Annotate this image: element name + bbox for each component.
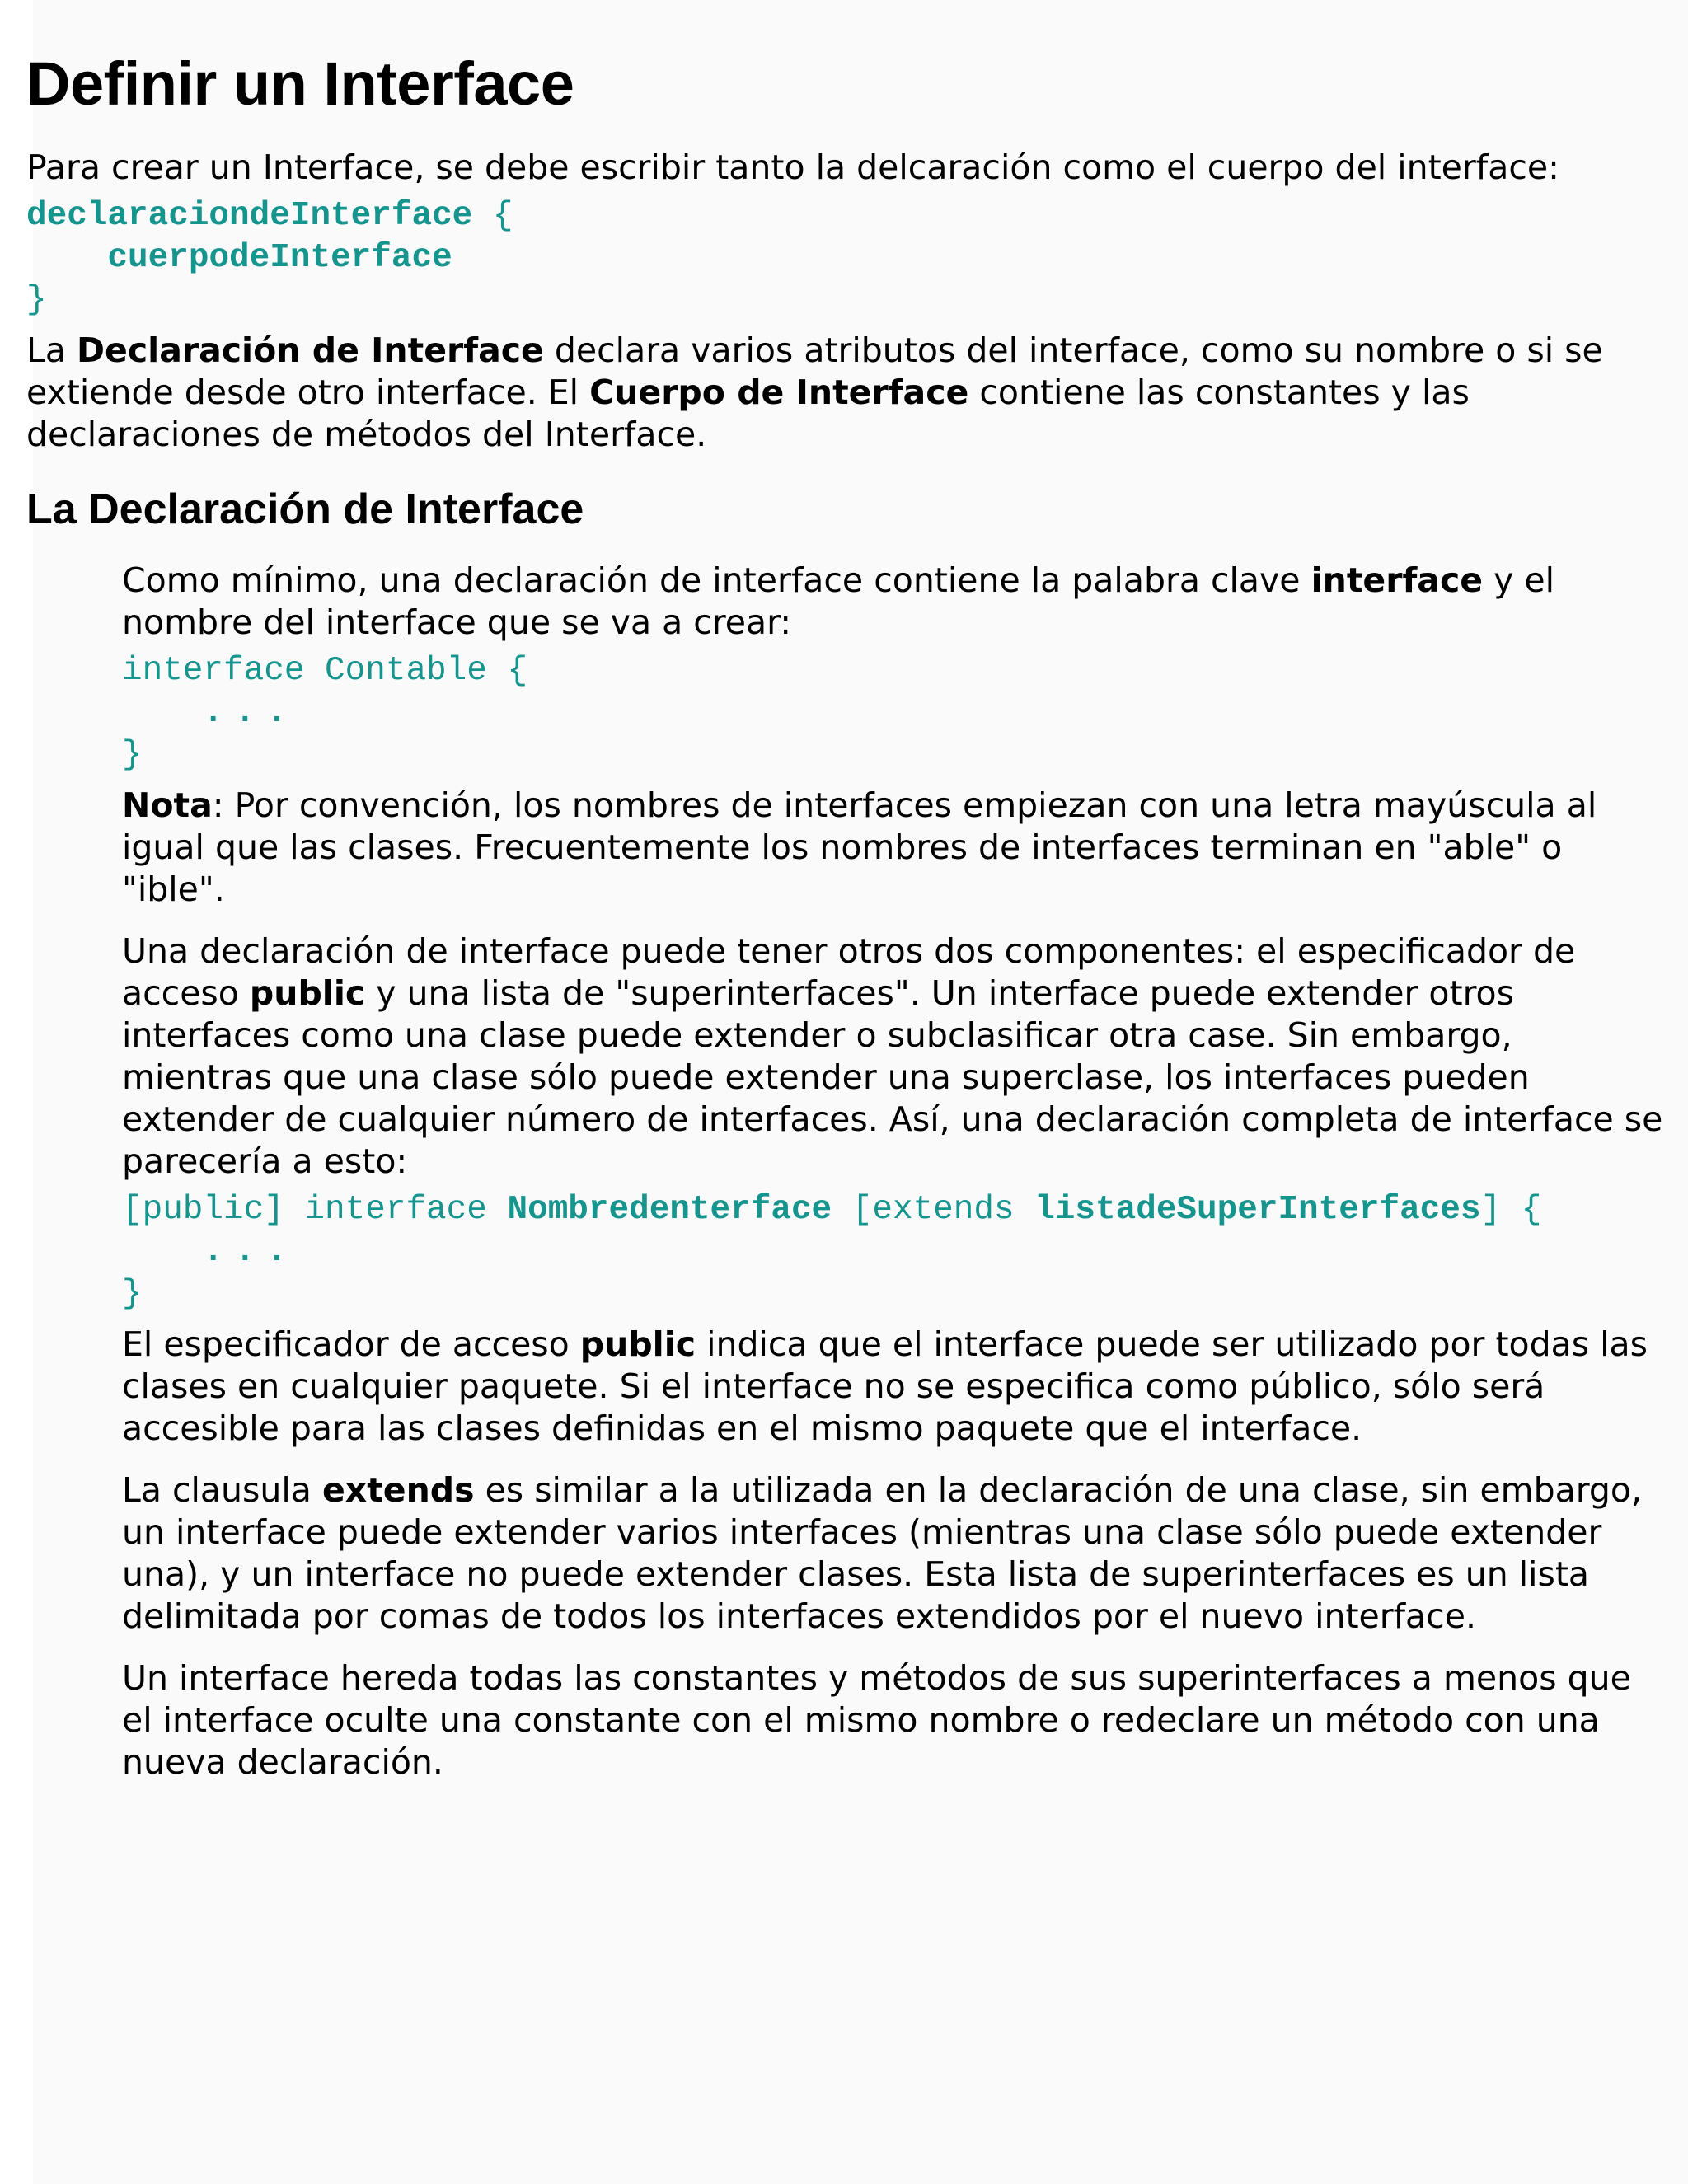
code-text: } xyxy=(26,281,47,319)
code-indent xyxy=(26,239,107,277)
code-block-interface-skeleton xyxy=(26,195,1663,321)
code-line: } xyxy=(122,1275,143,1313)
declaration-body-paragraph xyxy=(26,330,1663,456)
code-keyword: listadeSuperInterfaces xyxy=(1034,1191,1481,1229)
code-ellipsis: ... xyxy=(203,1233,299,1271)
bold-term: public xyxy=(249,973,366,1013)
text-run: El especificador de acceso xyxy=(122,1324,580,1364)
code-line xyxy=(26,279,1663,321)
code-block-contable xyxy=(122,650,1663,776)
code-line: interface Contable { xyxy=(122,652,528,690)
code-indent xyxy=(122,694,203,732)
intro-paragraph: Para crear un Interface, se debe escribir tanto la delcaración como el cuerpo del interface: xyxy=(26,148,1559,187)
code-line xyxy=(26,237,1663,279)
text-run: Como mínimo, una declaración de interface contiene la palabra clave xyxy=(122,560,1311,600)
bold-term: Cuerpo de Interface xyxy=(589,373,969,412)
public-specifier-paragraph xyxy=(122,1324,1663,1450)
bold-term: extends xyxy=(321,1470,475,1510)
components-paragraph xyxy=(122,930,1663,1183)
text-run: La xyxy=(26,330,77,370)
text-run: La clausula xyxy=(122,1470,322,1510)
bold-term: public xyxy=(579,1324,696,1364)
code-text: ] { xyxy=(1480,1191,1542,1229)
page-title: Definir un Interface xyxy=(26,49,574,118)
code-indent xyxy=(122,1233,203,1271)
minimum-declaration-paragraph xyxy=(122,560,1663,644)
text-run: y el nombre del interface que se va a crear: xyxy=(122,560,1555,642)
code-line xyxy=(26,195,1663,237)
text-run: contiene las constantes y las declaraciones de métodos del Interface. xyxy=(26,373,1470,454)
extends-clause-paragraph xyxy=(122,1469,1663,1638)
nota-paragraph xyxy=(122,785,1663,911)
code-keyword: cuerpodeInterface xyxy=(107,239,452,277)
code-line xyxy=(122,1189,1663,1231)
code-text: [extends xyxy=(832,1191,1035,1229)
code-keyword: declaraciondeInterface xyxy=(26,197,473,235)
code-keyword: Nombredenterface xyxy=(507,1191,832,1229)
code-block-full-declaration xyxy=(122,1189,1663,1315)
code-text: [public] interface xyxy=(122,1191,508,1229)
text-run: y una lista de "superinterfaces". Un interface puede extender otros interfaces como una clase puede extender o subclasificar otra case. Sin embargo, mientras que una clase sólo puede extender una superclase, los interfaces pueden extender de cualquier número de interfaces. Así, una declaración completa de interface se parecería a esto: xyxy=(122,973,1663,1181)
code-line xyxy=(122,692,1663,734)
text-run: Una declaración de interface puede tener otros dos componentes: el especificador de acceso xyxy=(122,931,1576,1013)
inheritance-paragraph: Un interface hereda todas las constantes y métodos de sus superinterfaces a menos que el interface oculte una constante con el mismo nombre o redeclare un método con una nueva declaración. xyxy=(122,1658,1631,1782)
text-run: declara varios atributos del interface, como su nombre o si se extiende desde otro interface. El xyxy=(26,330,1603,412)
bold-term: interface xyxy=(1311,560,1484,600)
code-ellipsis: ... xyxy=(203,694,299,732)
section-heading: La Declaración de Interface xyxy=(26,485,584,533)
section-content xyxy=(26,560,1663,1783)
text-run: es similar a la utilizada en la declaración de una clase, sin embargo, un interface puede extender varios interfaces (mientras una clase sólo puede extender una), y un interface no puede extender clases. Esta lista de superinterfaces es un lista delimitada por comas de todos los interfaces extendidos por el nuevo interface. xyxy=(122,1470,1643,1636)
code-line xyxy=(122,1231,1663,1273)
bold-term: Nota xyxy=(122,785,213,825)
text-run: indica que el interface puede ser utilizado por todas las clases en cualquier paquete. Si el interface no se especifica como público, sólo será accesible para las clases definidas en el mismo paquete que el interface. xyxy=(122,1324,1648,1448)
text-run: : Por convención, los nombres de interfaces empiezan con una letra mayúscula al igual que las clases. Frecuentemente los nombres de interfaces terminan en "able" o "ible". xyxy=(122,785,1597,909)
code-line: } xyxy=(122,736,143,774)
code-text: { xyxy=(472,197,513,235)
bold-term: Declaración de Interface xyxy=(77,330,544,370)
